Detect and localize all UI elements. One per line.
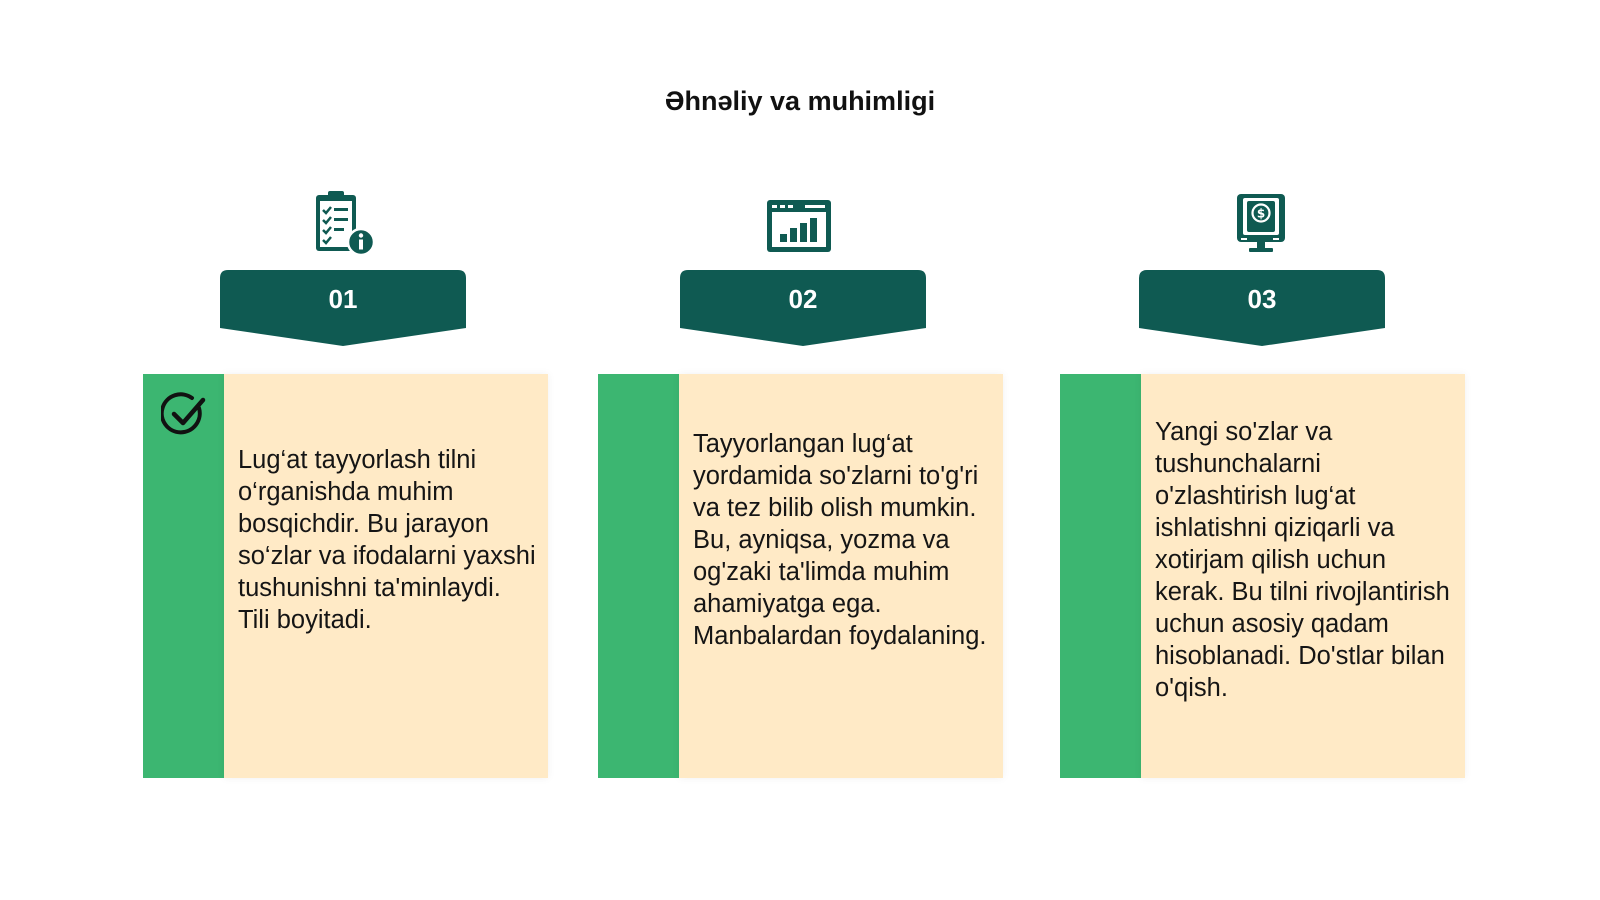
step-number: 01 (328, 284, 358, 314)
card-text: Lug‘at tayyorlash tilni o‘rganishda muhim bosqichdir. Bu jarayon so‘zlar va ifodalarni yaxshi tushunishni ta'minlaydi. Tili boyitadi. (238, 446, 536, 634)
step-number: 03 (1247, 284, 1277, 314)
card-body (1141, 374, 1465, 778)
chart-window-icon (763, 188, 835, 260)
check-circle-icon (161, 392, 207, 438)
card-stripe (1060, 374, 1141, 778)
page-title: Əhnəliy va muhimligi (664, 86, 936, 116)
step-badge-2 (680, 270, 926, 346)
card-body (679, 374, 1003, 778)
step-card-3 (1060, 374, 1465, 778)
monitor-dollar-icon (1225, 188, 1297, 260)
clipboard-info-icon (307, 188, 379, 260)
card-text: Tayyorlangan lug‘at yordamida so'zlarni to'g'ri va tez bilib olish mumkin. Bu, ayniqsa, yozma va og'zaki ta'limda muhim ahamiyatga ega. Manbalardan foydalaning. (693, 430, 987, 650)
card-body (224, 374, 548, 778)
card-text: Yangi so'zlar va tushunchalarni o'zlashtirish lug‘at ishlatishni qiziqarli va xotirjam qilish uchun kerak. Bu tilni rivojlantirish uchun asosiy qadam hisoblanadi. Do'stlar bilan o'qish. (1155, 418, 1450, 702)
step-card-1 (143, 374, 548, 778)
step-column-3 (1029, 0, 1489, 900)
step-card-2 (598, 374, 1003, 778)
svg-text:$: $ (1256, 206, 1266, 221)
step-number: 02 (788, 284, 818, 314)
card-stripe (598, 374, 679, 778)
step-column-1 (113, 0, 573, 900)
step-badge-1 (220, 270, 466, 346)
card-stripe (143, 374, 224, 778)
step-badge-3 (1139, 270, 1385, 346)
step-column-2 (569, 0, 1029, 900)
